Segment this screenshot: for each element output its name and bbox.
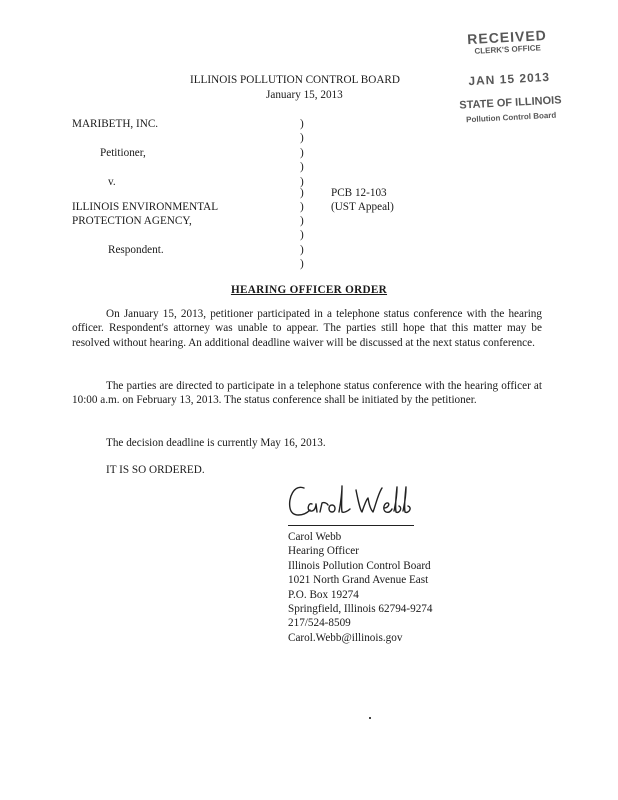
- respondent-name-line2: PROTECTION AGENCY,: [72, 215, 192, 227]
- case-number: PCB 12-103: [331, 187, 387, 199]
- caption-paren: ): [300, 161, 304, 173]
- caption-paren: ): [300, 147, 304, 159]
- stamp-state: STATE OF ILLINOIS: [459, 94, 562, 112]
- paragraph-decision-deadline: The decision deadline is currently May 16, 2013.: [106, 437, 326, 449]
- closing-ordered: IT IS SO ORDERED.: [106, 464, 205, 476]
- case-type: (UST Appeal): [331, 201, 394, 213]
- order-body-directive: [72, 379, 542, 408]
- caption-paren: ): [300, 176, 304, 188]
- petitioner-name: MARIBETH, INC.: [72, 118, 159, 130]
- caption-paren: ): [300, 244, 304, 256]
- respondent-role: Respondent.: [108, 244, 164, 256]
- order-title: HEARING OFFICER ORDER: [230, 284, 388, 296]
- agency-heading: ILLINOIS POLLUTION CONTROL BOARD: [190, 74, 400, 86]
- received-stamp: [443, 27, 576, 124]
- stamp-board: Pollution Control Board: [465, 110, 557, 124]
- caption-paren: ): [300, 187, 304, 199]
- caption-paren: ): [300, 229, 304, 241]
- caption-paren: ): [300, 201, 304, 213]
- order-body: [72, 307, 542, 350]
- respondent-name-line1: ILLINOIS ENVIRONMENTAL: [72, 201, 219, 213]
- caption-paren: ): [300, 258, 304, 270]
- caption-paren: ): [300, 132, 304, 144]
- handwritten-signature: [286, 478, 416, 526]
- signer-po-box: P.O. Box 19274: [288, 588, 359, 601]
- signer-email: Carol.Webb@illinois.gov: [288, 631, 403, 644]
- paragraph-next-conference: The parties are directed to participate in a telephone status conference with the hearing officer at 10:00 a.m. on February 13, 2013. The status conference shall be initiated by the petitioner.: [72, 380, 542, 407]
- petitioner-role: Petitioner,: [100, 147, 146, 159]
- caption-paren: ): [300, 215, 304, 227]
- stamp-date: JAN 15 2013: [468, 69, 551, 88]
- signer-street: 1021 North Grand Avenue East: [288, 574, 429, 587]
- header-date: January 15, 2013: [266, 89, 343, 101]
- signer-title: Hearing Officer: [288, 545, 359, 558]
- versus-label: v.: [108, 176, 116, 188]
- signer-organization: Illinois Pollution Control Board: [288, 559, 431, 572]
- signer-name: Carol Webb: [288, 531, 342, 543]
- signer-phone: 217/524-8509: [288, 617, 351, 630]
- signer-city: Springfield, Illinois 62794-9274: [288, 603, 433, 616]
- paragraph-status-conference: On January 15, 2013, petitioner participated in a telephone status conference with the hearing officer. Respondent's attorney was unable to appear. The parties still hope that this matter may be resolved without hearing. An additional deadline waiver will be discussed at the next status conference.: [72, 308, 542, 349]
- stray-mark: [369, 717, 371, 719]
- signature-block: [288, 530, 433, 645]
- stamp-clerks-office: CLERK'S OFFICE: [474, 43, 542, 57]
- stamp-received: RECEIVED: [466, 26, 548, 48]
- caption-paren: ): [300, 118, 304, 130]
- signature-line: [288, 525, 414, 526]
